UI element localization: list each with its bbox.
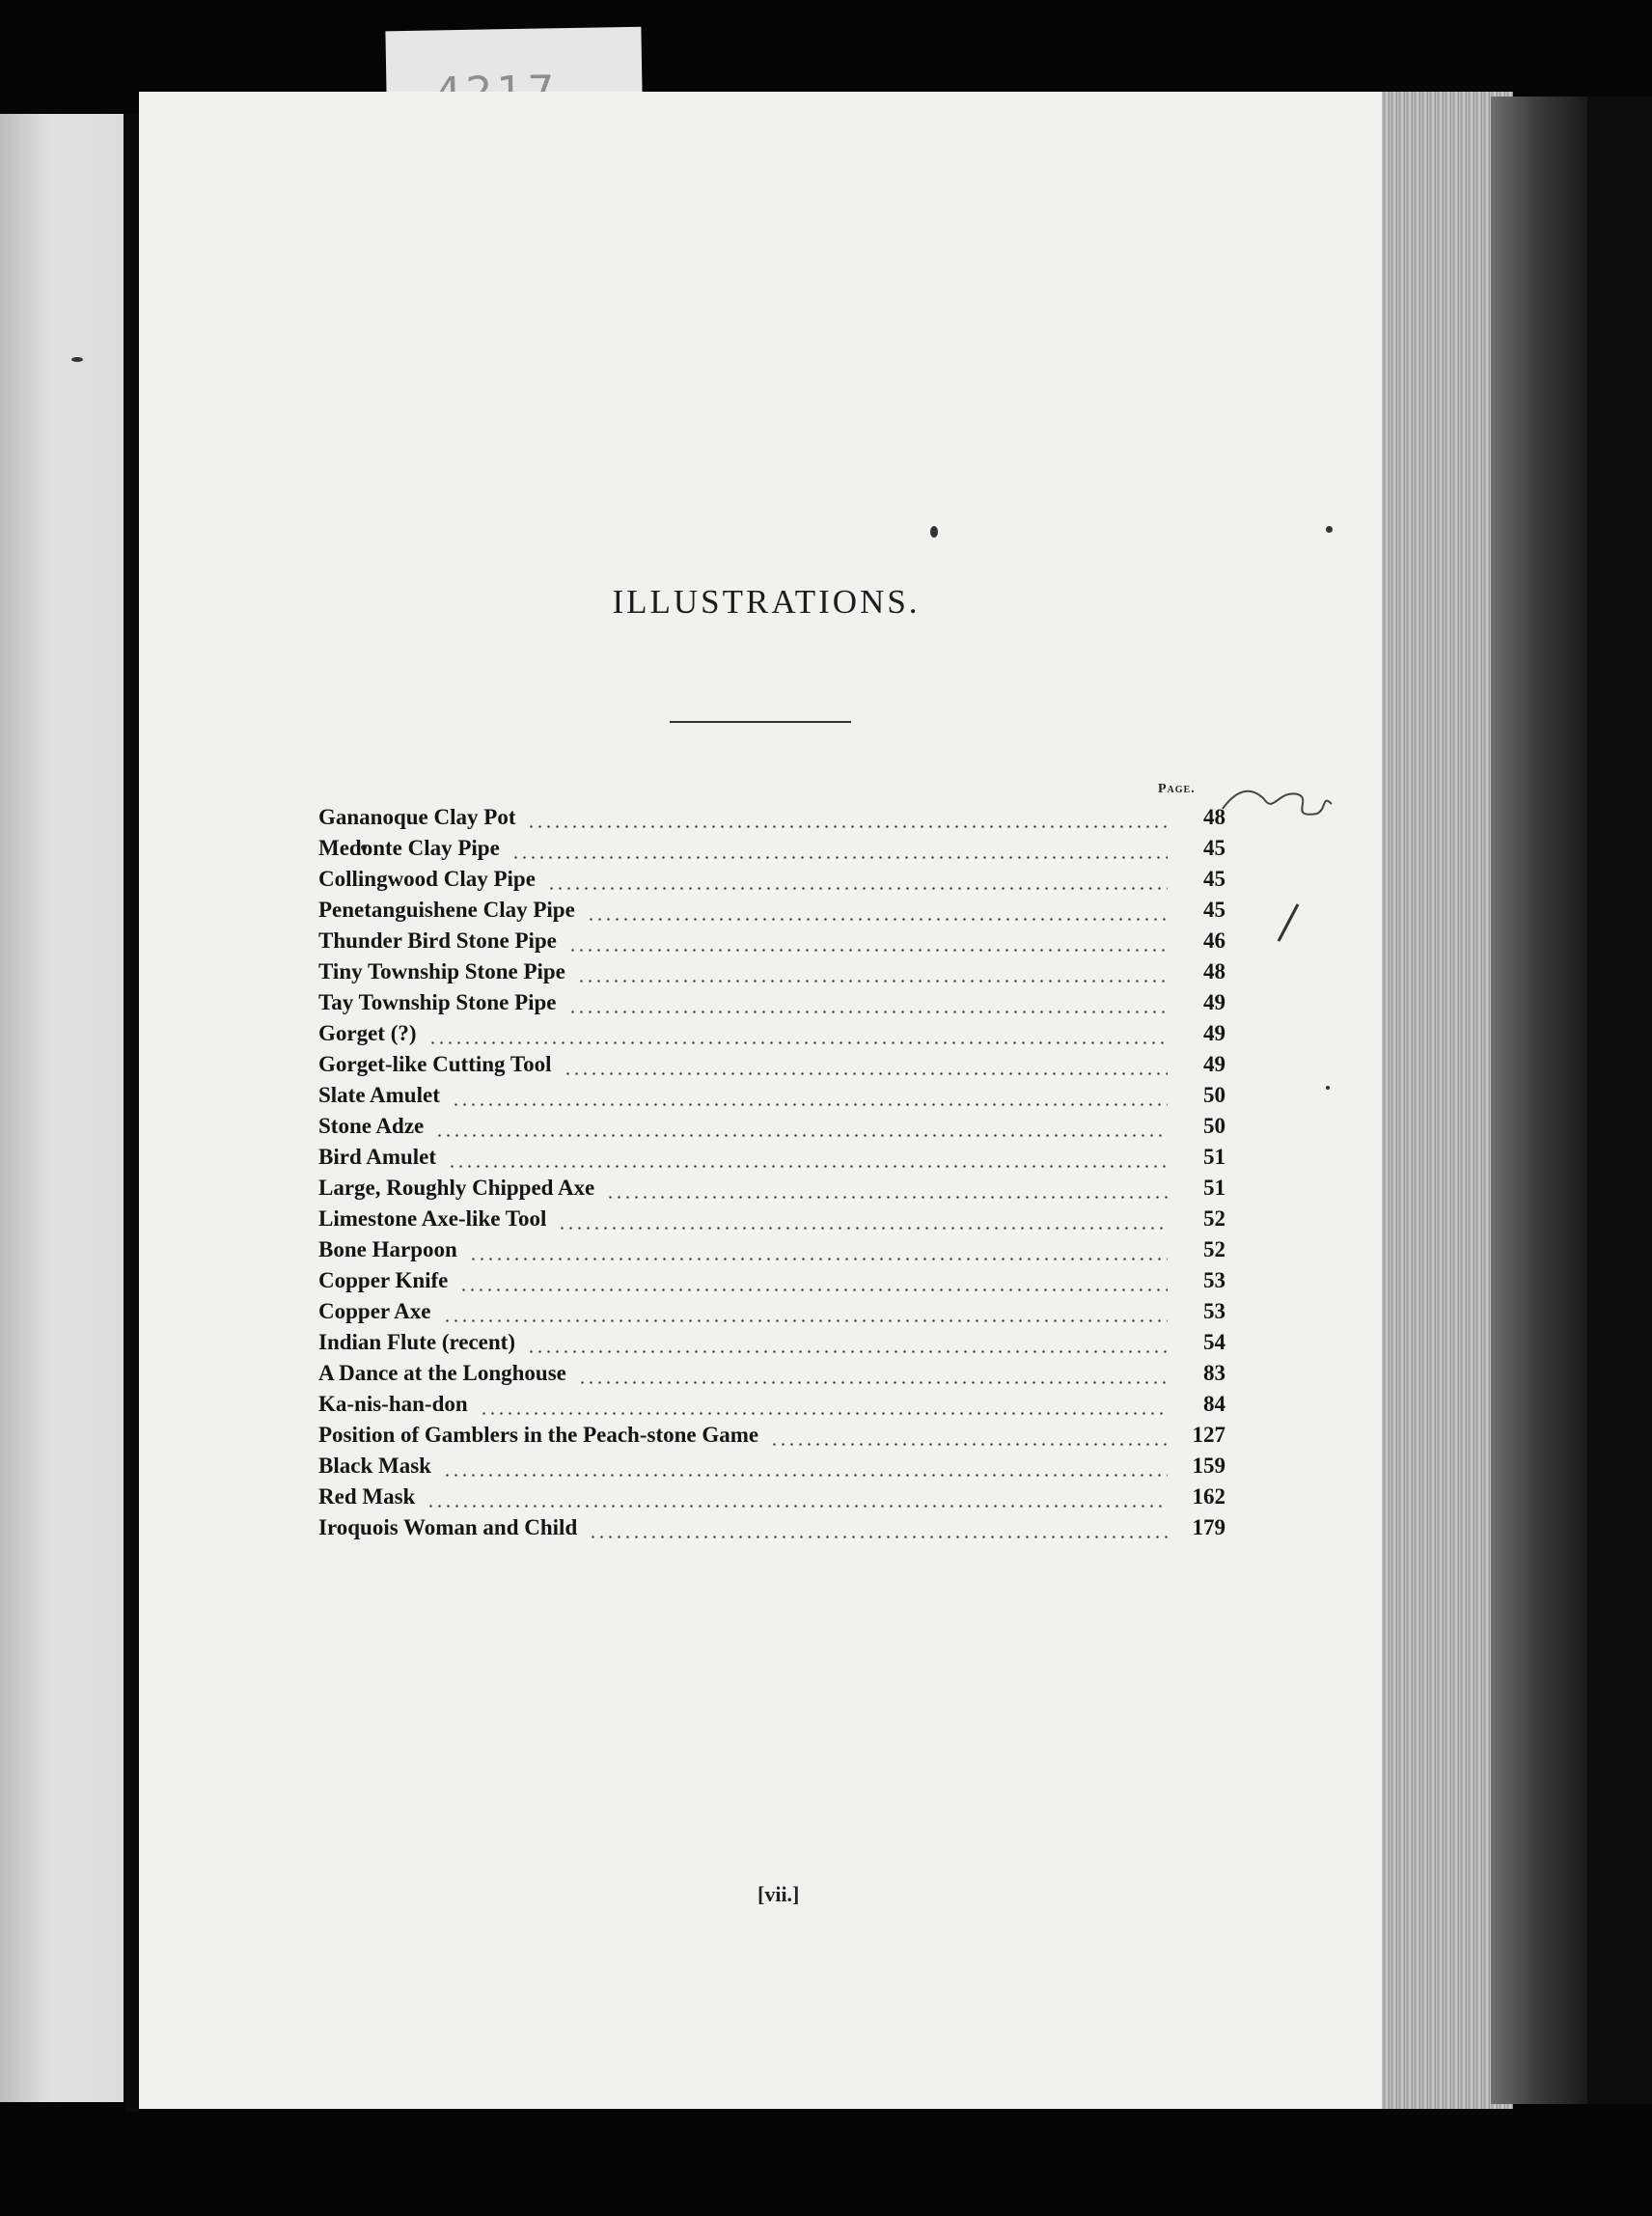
dot-leader (469, 1258, 1168, 1260)
book-gutter (125, 114, 139, 2112)
dot-leader (568, 949, 1168, 952)
illustration-entry (318, 1206, 1225, 1237)
dot-leader (606, 1196, 1168, 1199)
illustration-title: Collingwood Clay Pipe (318, 867, 536, 891)
dot-leader (527, 1350, 1168, 1353)
dot-leader (568, 1011, 1168, 1013)
illustration-title: Bone Harpoon (318, 1237, 457, 1261)
illustration-entry (318, 805, 1225, 836)
illustration-title: Position of Gamblers in the Peach-stone Game (318, 1423, 759, 1447)
illustration-title: Tay Township Stone Pipe (318, 990, 557, 1014)
dot-leader (770, 1443, 1168, 1446)
illustration-entry (318, 1176, 1225, 1206)
illustration-page-number: 162 (1192, 1484, 1225, 1509)
ink-speck (71, 357, 83, 362)
illustration-page-number: 48 (1203, 805, 1225, 829)
illustration-title: A Dance at the Longhouse (318, 1361, 566, 1385)
illustration-entry (318, 1083, 1225, 1114)
illustration-entry (318, 898, 1225, 928)
illustration-entry (318, 928, 1225, 959)
illustration-title: Copper Knife (318, 1268, 449, 1292)
ink-speck (930, 526, 938, 538)
illustration-entry (318, 1392, 1225, 1423)
ink-speck (1326, 1086, 1330, 1090)
illustration-title: Gorget-like Cutting Tool (318, 1052, 552, 1076)
pencil-scribble-mark (1221, 780, 1346, 838)
illustration-page-number: 51 (1203, 1176, 1225, 1200)
dot-leader (547, 887, 1168, 890)
book-cover-edge (1587, 97, 1652, 2104)
dot-leader (511, 856, 1168, 859)
illustration-page-number: 46 (1203, 928, 1225, 953)
illustration-page-number: 51 (1203, 1145, 1225, 1169)
archive-tab (385, 27, 642, 99)
illustration-title: Slate Amulet (318, 1083, 440, 1107)
illustrations-list (318, 805, 1225, 1546)
illustration-entry (318, 1330, 1225, 1361)
illustration-entry (318, 990, 1225, 1021)
illustration-page-number: 127 (1192, 1423, 1225, 1447)
illustration-page-number: 48 (1203, 959, 1225, 983)
illustration-page-number: 50 (1203, 1114, 1225, 1138)
illustration-title: Thunder Bird Stone Pipe (318, 928, 557, 953)
pencil-tick-mark (1274, 902, 1303, 946)
illustration-page-number: 52 (1203, 1237, 1225, 1261)
illustration-title: Ka-nis-han-don (318, 1392, 468, 1416)
illustration-page-number: 49 (1203, 990, 1225, 1014)
dot-leader (558, 1227, 1168, 1230)
illustration-entry (318, 1484, 1225, 1515)
dot-leader (443, 1319, 1169, 1322)
illustration-page-number: 53 (1203, 1299, 1225, 1323)
dot-leader (452, 1103, 1168, 1106)
illustration-title: Stone Adze (318, 1114, 425, 1138)
page-folio: [vii.] (757, 1882, 800, 1906)
dot-leader (527, 825, 1168, 828)
dot-leader (480, 1412, 1168, 1415)
illustration-entry (318, 1052, 1225, 1083)
illustration-entry (318, 1237, 1225, 1268)
ink-speck (1326, 526, 1333, 533)
illustration-page-number: 83 (1203, 1361, 1225, 1385)
page-title: ILLUSTRATIONS. (612, 583, 921, 621)
dot-leader (443, 1474, 1168, 1477)
illustration-title: Tiny Township Stone Pipe (318, 959, 565, 983)
illustration-entry (318, 867, 1225, 898)
illustration-entry (318, 1021, 1225, 1052)
dot-leader (587, 918, 1168, 921)
illustration-page-number: 45 (1203, 867, 1225, 891)
dot-leader (578, 1381, 1168, 1384)
illustration-page-number: 54 (1203, 1330, 1225, 1354)
illustration-entry (318, 1361, 1225, 1392)
title-rule (670, 721, 851, 723)
dot-leader (448, 1165, 1168, 1168)
illustration-title: Limestone Axe-like Tool (318, 1206, 547, 1231)
illustration-title: Indian Flute (recent) (318, 1330, 516, 1354)
illustration-entry (318, 959, 1225, 990)
illustration-title: Gananoque Clay Pot (318, 805, 516, 829)
illustration-page-number: 45 (1203, 898, 1225, 922)
illustration-title: Large, Roughly Chipped Axe (318, 1176, 595, 1200)
illustration-title: Red Mask (318, 1484, 416, 1509)
illustration-entry (318, 1423, 1225, 1454)
left-page-edge (0, 114, 124, 2102)
illustration-entry (318, 1454, 1225, 1484)
illustration-entry (318, 1515, 1225, 1546)
dot-leader (435, 1134, 1168, 1137)
dot-leader (589, 1536, 1168, 1538)
page-stack-shadow (1491, 97, 1587, 2104)
dot-leader (459, 1288, 1168, 1291)
illustration-title: Copper Axe (318, 1299, 431, 1323)
illustration-entry (318, 1299, 1225, 1330)
illustration-title: Medonte Clay Pipe (318, 836, 500, 860)
illustration-page-number: 49 (1203, 1052, 1225, 1076)
illustration-page-number: 179 (1192, 1515, 1225, 1539)
dot-leader (564, 1072, 1168, 1075)
illustration-page-number: 49 (1203, 1021, 1225, 1045)
illustration-entry (318, 1114, 1225, 1145)
illustration-title: Iroquois Woman and Child (318, 1515, 578, 1539)
illustration-page-number: 50 (1203, 1083, 1225, 1107)
illustration-title: Gorget (?) (318, 1021, 417, 1045)
dot-leader (427, 1505, 1168, 1508)
illustration-page-number: 159 (1192, 1454, 1225, 1478)
illustration-page-number: 45 (1203, 836, 1225, 860)
illustration-entry (318, 1145, 1225, 1176)
illustration-title: Bird Amulet (318, 1145, 437, 1169)
illustration-page-number: 52 (1203, 1206, 1225, 1231)
page-column-heading: Page. (1158, 782, 1196, 796)
dot-leader (577, 980, 1168, 983)
illustration-page-number: 53 (1203, 1268, 1225, 1292)
illustration-title: Black Mask (318, 1454, 431, 1478)
dot-leader (428, 1041, 1168, 1044)
illustration-entry (318, 836, 1225, 867)
illustration-title: Penetanguishene Clay Pipe (318, 898, 575, 922)
illustration-page-number: 84 (1203, 1392, 1225, 1416)
illustration-entry (318, 1268, 1225, 1299)
